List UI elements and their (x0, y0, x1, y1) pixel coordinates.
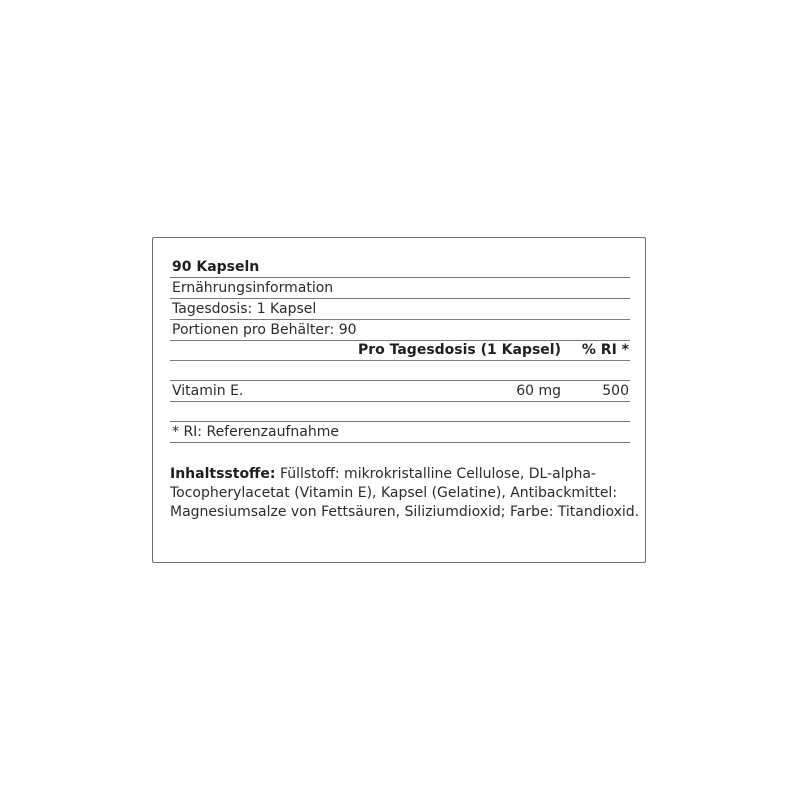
servings-per-container: Portionen pro Behälter: 90 (172, 322, 357, 338)
daily-dose: Tagesdosis: 1 Kapsel (172, 301, 317, 317)
servings-row (170, 320, 630, 341)
table-header-row (170, 340, 630, 361)
nutrition-label (152, 237, 646, 563)
footnote-row (170, 422, 630, 443)
table-spacer-row (170, 360, 630, 381)
column-header-per-dose: Pro Tagesdosis (1 Kapsel) (357, 342, 561, 358)
ingredients-paragraph (170, 465, 640, 522)
table-spacer-row (170, 401, 630, 422)
ingredients-heading: Inhaltsstoffe: (170, 466, 276, 482)
footnote: * RI: Referenzaufnahme (172, 424, 339, 440)
nutrition-heading: Ernährungsinformation (172, 280, 334, 296)
nutrition-heading-row (170, 278, 630, 299)
nutrient-name: Vitamin E. (172, 383, 244, 399)
table-row (170, 381, 630, 402)
ingredients-text: Füllstoff: mikrokristalline Cellulose, DL-alpha-Tocopherylacetat (Vitamin E), Kapsel (Gelatine), Antibackmittel: Magnesiumsalze von Fettsäuren, Siliziumdioxid; Farbe: Titandioxid. (170, 466, 640, 520)
nutrient-amount: 60 mg (516, 383, 561, 399)
product-quantity: 90 Kapseln (172, 259, 260, 275)
daily-dose-row (170, 299, 630, 320)
product-quantity-row (170, 257, 630, 278)
nutrient-ri-percent: 500 (602, 383, 629, 399)
column-header-ri: % RI * (581, 342, 629, 358)
